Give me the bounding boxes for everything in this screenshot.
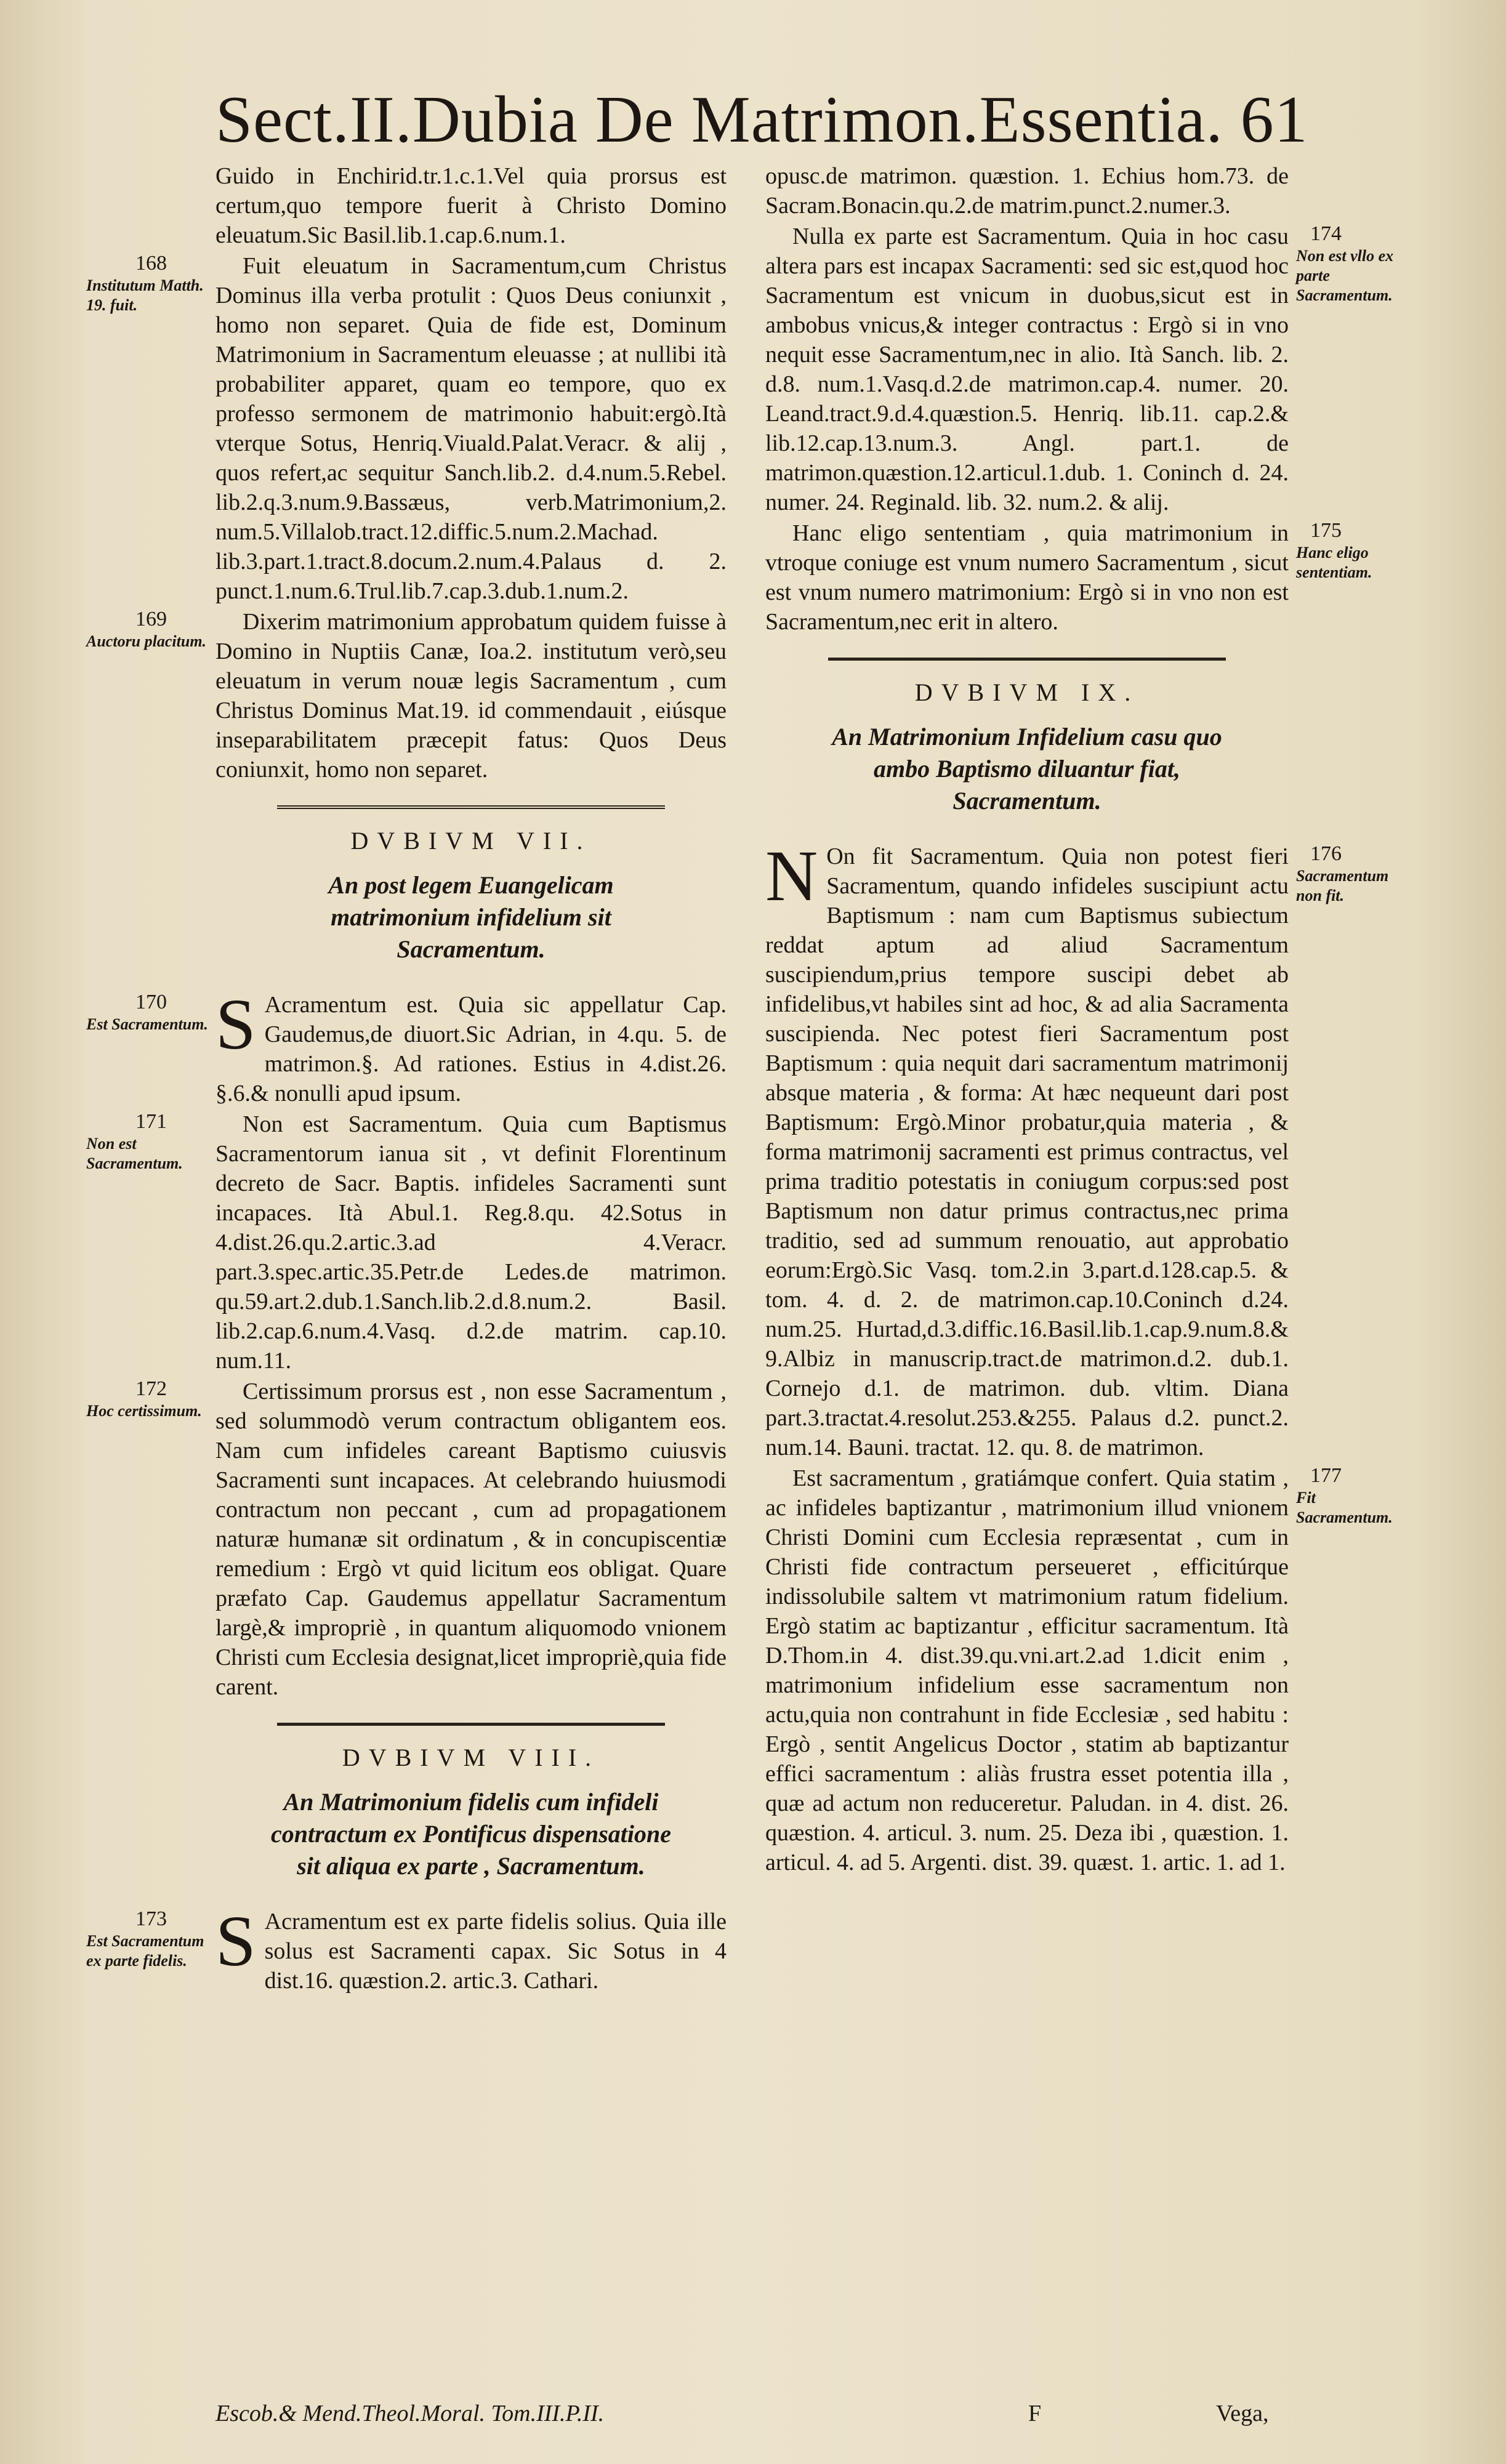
page-header: Sect.II.Dubia De Matrimon.Essentia. 61 <box>215 83 1308 156</box>
paragraph-text: Dixerim matrimonium approbatum quidem fuisse à Domino in Nuptiis Canæ, Ioa.2. institutum verò,seu eleuatum in verum nouæ legis Sacramentum , cum Christus Dominus Mat.19. id commendauit , eiúsque inseparabilitatem præcepit fatus: Quos Deus coniunxit, homo non separet. <box>215 609 727 783</box>
left-column <box>86 161 727 1997</box>
marginal-number: 175 <box>1310 519 1342 542</box>
marginal-number: 171 <box>135 1110 167 1133</box>
marginal-number: 168 <box>135 252 167 275</box>
paragraph-intro <box>215 161 727 250</box>
marginal-number: 177 <box>1310 1464 1342 1487</box>
marginal-number: 172 <box>135 1377 167 1400</box>
marginal-note: Hoc certissimum. <box>86 1402 202 1420</box>
paragraph-170 <box>86 984 727 1108</box>
paragraph-text: Acramentum est ex parte fidelis solius. Quia ille solus est Sacramenti capax. Sic Sotus in 4 dist.16. quæstion.2. artic.3. Cathari. <box>264 1909 727 1994</box>
catchword: Vega, <box>1216 2401 1269 2426</box>
paragraph-173 <box>86 1901 727 1995</box>
paragraph-text: opusc.de matrimon. quæstion. 1. Echius hom.73. de Sacram.Bonacin.qu.2.de matrim.punct.2.numer.3. <box>765 163 1289 219</box>
dubium-question: An Matrimonium Infidelium casu quo ambo Baptismo diluantur fiat, Sacramentum. <box>832 723 1222 815</box>
signature-mark: F <box>1028 2401 1042 2426</box>
paragraph-text: Fuit eleuatum in Sacramentum,cum Christus Dominus illa verba protulit : Quos Deus coniunxit , homo non separet. Quia de fide est, Dominum Matrimonium in Sacramentum eleuasse ; at nullibi ità probabiliter apparet, quam eo tempore, quo ex professo sermonem de matrimonio habuit:ergò.Ità vterque Sotus, Henriq.Viuald.Palat.Veracr. & alij , quos refert,ac sequitur Sanch.lib.2. d.4.num.5.Rebel. lib.2.q.3.num.9.Bassæus, verb.Matrimonium,2. num.5.Villalob.tract.12.diffic.5.num.2.Machad. lib.3.part.1.tract.8.docum.2.num.4.Palaus d. 2. punct.1.num.6.Trul.lib.7.cap.3.dub.1.num.2. <box>215 253 727 604</box>
dubium-heading: DVBIVM VIII. <box>342 1744 600 1771</box>
section-divider <box>828 658 1226 661</box>
marginal-note: Non est vllo ex parte Sacramentum. <box>1296 247 1394 304</box>
marginal-note: Hanc eligo sententiam. <box>1296 544 1372 581</box>
section-divider <box>277 805 666 809</box>
marginal-number: 170 <box>135 991 167 1013</box>
marginal-note: Non est Sacramentum. <box>86 1135 183 1172</box>
dubium-question: An post legem Euangelicam matrimonium infidelium sit Sacramentum. <box>328 871 614 963</box>
paragraph-text: Nulla ex parte est Sacramentum. Quia in hoc casu altera pars est incapax Sacramenti: sed sic est,quod hoc Sacramentum est vnicum in duobus,sicut est in ambobus vnicus,& integer contractus : Ergò si in vno nequit esse Sacramentum,nec in alio. Ità Sanch. lib. 2. d.8. num.1.Vasq.d.2.de matrimon.cap.4. numer. 20. Leand.tract.9.d.4.quæstion.5. Henriq. lib.11. cap.2.& lib.12.cap.13.num.3. Angl. part.1. de matrimon.quæstion.12.articul.1.dub. 1. Coninch d. 24. numer. 24. Reginald. lib. 32. num.2. & alij. <box>765 223 1289 515</box>
paragraph-169 <box>86 607 727 784</box>
paragraph-177 <box>765 1464 1393 1877</box>
dubium-heading: DVBIVM VII. <box>350 827 592 855</box>
paragraph-text: Hanc eligo sententiam , quia matrimonium in vtroque coniuge est vnum numero Sacramentum , sicut est vnum numero matrimonium: Ergò si in vno non est Sacramentum,nec erit in altero. <box>765 520 1289 635</box>
marginal-note: Sacramentum non fit. <box>1296 867 1389 904</box>
dubium-heading: DVBIVM IX. <box>914 678 1140 706</box>
paragraph-text: Certissimum prorsus est , non esse Sacramentum , sed solummodò verum contractum obligantem eos. Nam cum infideles careant Baptismo cuiusvis Sacramenti sunt incapaces. At celebrando huiusmodi contractum non peccant , cum ad propagationem naturæ humanæ sit ordinatum , & in concupiscentiæ remedium : Ergò vt quid licitum eos obligat. Quare præfato Cap. Gaudemus appellatur Sacramentum largè,& impropriè , in quantum aliquomodo vnionem Christi cum Ecclesia designat,licet impropriè,quia fide carent. <box>215 1379 727 1700</box>
paragraph-176 <box>765 835 1389 1462</box>
paragraph-text: Guido in Enchirid.tr.1.c.1.Vel quia prorsus est certum,quo tempore fuerit à Christo Domino eleuatum.Sic Basil.lib.1.cap.6.num.1. <box>215 163 727 248</box>
marginal-note: Institutum Matth. 19. fuit. <box>86 276 204 314</box>
paragraph-text: Non est Sacramentum. Quia cum Baptismus Sacramentorum ianua sit , vt definit Florentinum decreto de Sacr. Baptis. infideles Sacramenti sunt incapaces. Ità Abul.1. Reg.8.qu. 42.Sotus in 4.dist.26.qu.2.artic.3.ad 4.Veracr. part.3.spec.artic.35.Petr.de Ledes.de matrimon. qu.59.art.2.dub.1.Sanch.lib.2.d.8.num.2. Basil. lib.2.cap.6.num.4.Vasq. d.2.de matrim. cap.10. num.11. <box>215 1111 727 1374</box>
paragraph-172 <box>86 1377 727 1702</box>
paragraph-175 <box>765 518 1372 637</box>
marginal-number: 173 <box>135 1907 167 1930</box>
paragraph-168 <box>86 251 727 606</box>
drop-capital: S <box>215 1901 256 1981</box>
marginal-number: 176 <box>1310 842 1342 865</box>
drop-capital: S <box>215 984 256 1065</box>
paragraph-171 <box>86 1109 727 1375</box>
running-footer: Escob.& Mend.Theol.Moral. Tom.III.P.II. <box>215 2401 605 2426</box>
marginal-note: Est Sacramentum ex parte fidelis. <box>86 1932 204 1970</box>
paragraph-text: Est sacramentum , gratiámque confert. Quia statim , ac infideles baptizantur , matrimonium illud vnionem Christi Domini cum Ecclesia repræsentat , cum in Christi fide contractum perseueret , efficitúrque indissolubile saltem vt matrimonium ratum fidelium. Ergò statim ac baptizantur , efficitur sacramentum. Ità D.Thom.in 4. dist.39.qu.vni.art.2.ad 1.dicit enim , matrimonium infidelium esse sacramentum non actu,quia non contrahunt in fide Ecclesiæ , sed habitu : Ergò , sentit Angelicus Doctor , statim ab baptizantur effici sacramentum : aliàs frustra esset potentia illa , quæ ad actum non reduceretur. Paludan. in 4. dist. 26. quæstion. 4. articul. 3. num. 25. Deza ibi , quæstion. 1. articul. 4. ad 5. Argenti. dist. 39. quæst. 1. artic. 1. ad 1. <box>765 1465 1289 1875</box>
drop-capital: N <box>765 835 818 916</box>
marginal-note: Auctoru placitum. <box>86 632 207 650</box>
right-column <box>765 161 1394 1878</box>
marginal-note: Est Sacramentum. <box>86 1015 208 1033</box>
marginal-note: Fit Sacramentum. <box>1296 1489 1393 1526</box>
paragraph-intro <box>765 161 1289 220</box>
dubium-question: An Matrimonium fidelis cum infideli contractum ex Pontificus dispensatione sit aliqua ex parte , Sacramentum. <box>270 1788 672 1880</box>
marginal-number: 174 <box>1310 222 1342 245</box>
section-divider <box>277 1723 666 1726</box>
paragraph-text: Acramentum est. Quia sic appellatur Cap. Gaudemus,de diuort.Sic Adrian, in 4.qu. 5. de matrimon.§. Ad rationes. Estius in 4.dist.26. §.6.& nonulli apud ipsum. <box>215 992 727 1106</box>
paragraph-174 <box>765 222 1394 517</box>
marginal-number: 169 <box>135 608 167 630</box>
paragraph-text: On fit Sacramentum. Quia non potest fieri Sacramentum, quando infideles suscipiunt actu Baptismum : nam cum Baptismus subiectum reddat aptum ad aliud Sacramentum suscipiendum,prius tempore suscipi debet ab infidelibus,vt habiles sint ad hoc, & ad alia Sacramenta suscipienda. Nec potest fieri Sacramentum post Baptismum : quia nequit dari sacramentum matrimonij absque materia , & forma: At hæc nequeunt dari post Baptismum: Ergò.Minor probatur,quia materia , & forma matrimonij sacramenti est primus contractus, vel prima traditio potestatis in coniugum corpus:sed post Baptismum non datur primus contractus,nec prima traditio, sed ad summum renouatio, aut approbatio eorum:Ergò.Sic Vasq. tom.2.in 3.part.d.128.cap.5. & tom. 4. d. 2. de matrimon.cap.10.Coninch d.24. num.25. Hurtad,d.3.diffic.16.Basil.lib.1.cap.9.num.8.& 9.Albiz in manuscrip.tract.de matrimon.d.2. dub.1. Cornejo d.1. de matrimon. dub. vltim. Diana part.3.tractat.4.resolut.253.&255. Palaus d.2. punct.2. num.14. Bauni. tractat. 12. qu. 8. de matrimon. <box>765 843 1289 1460</box>
